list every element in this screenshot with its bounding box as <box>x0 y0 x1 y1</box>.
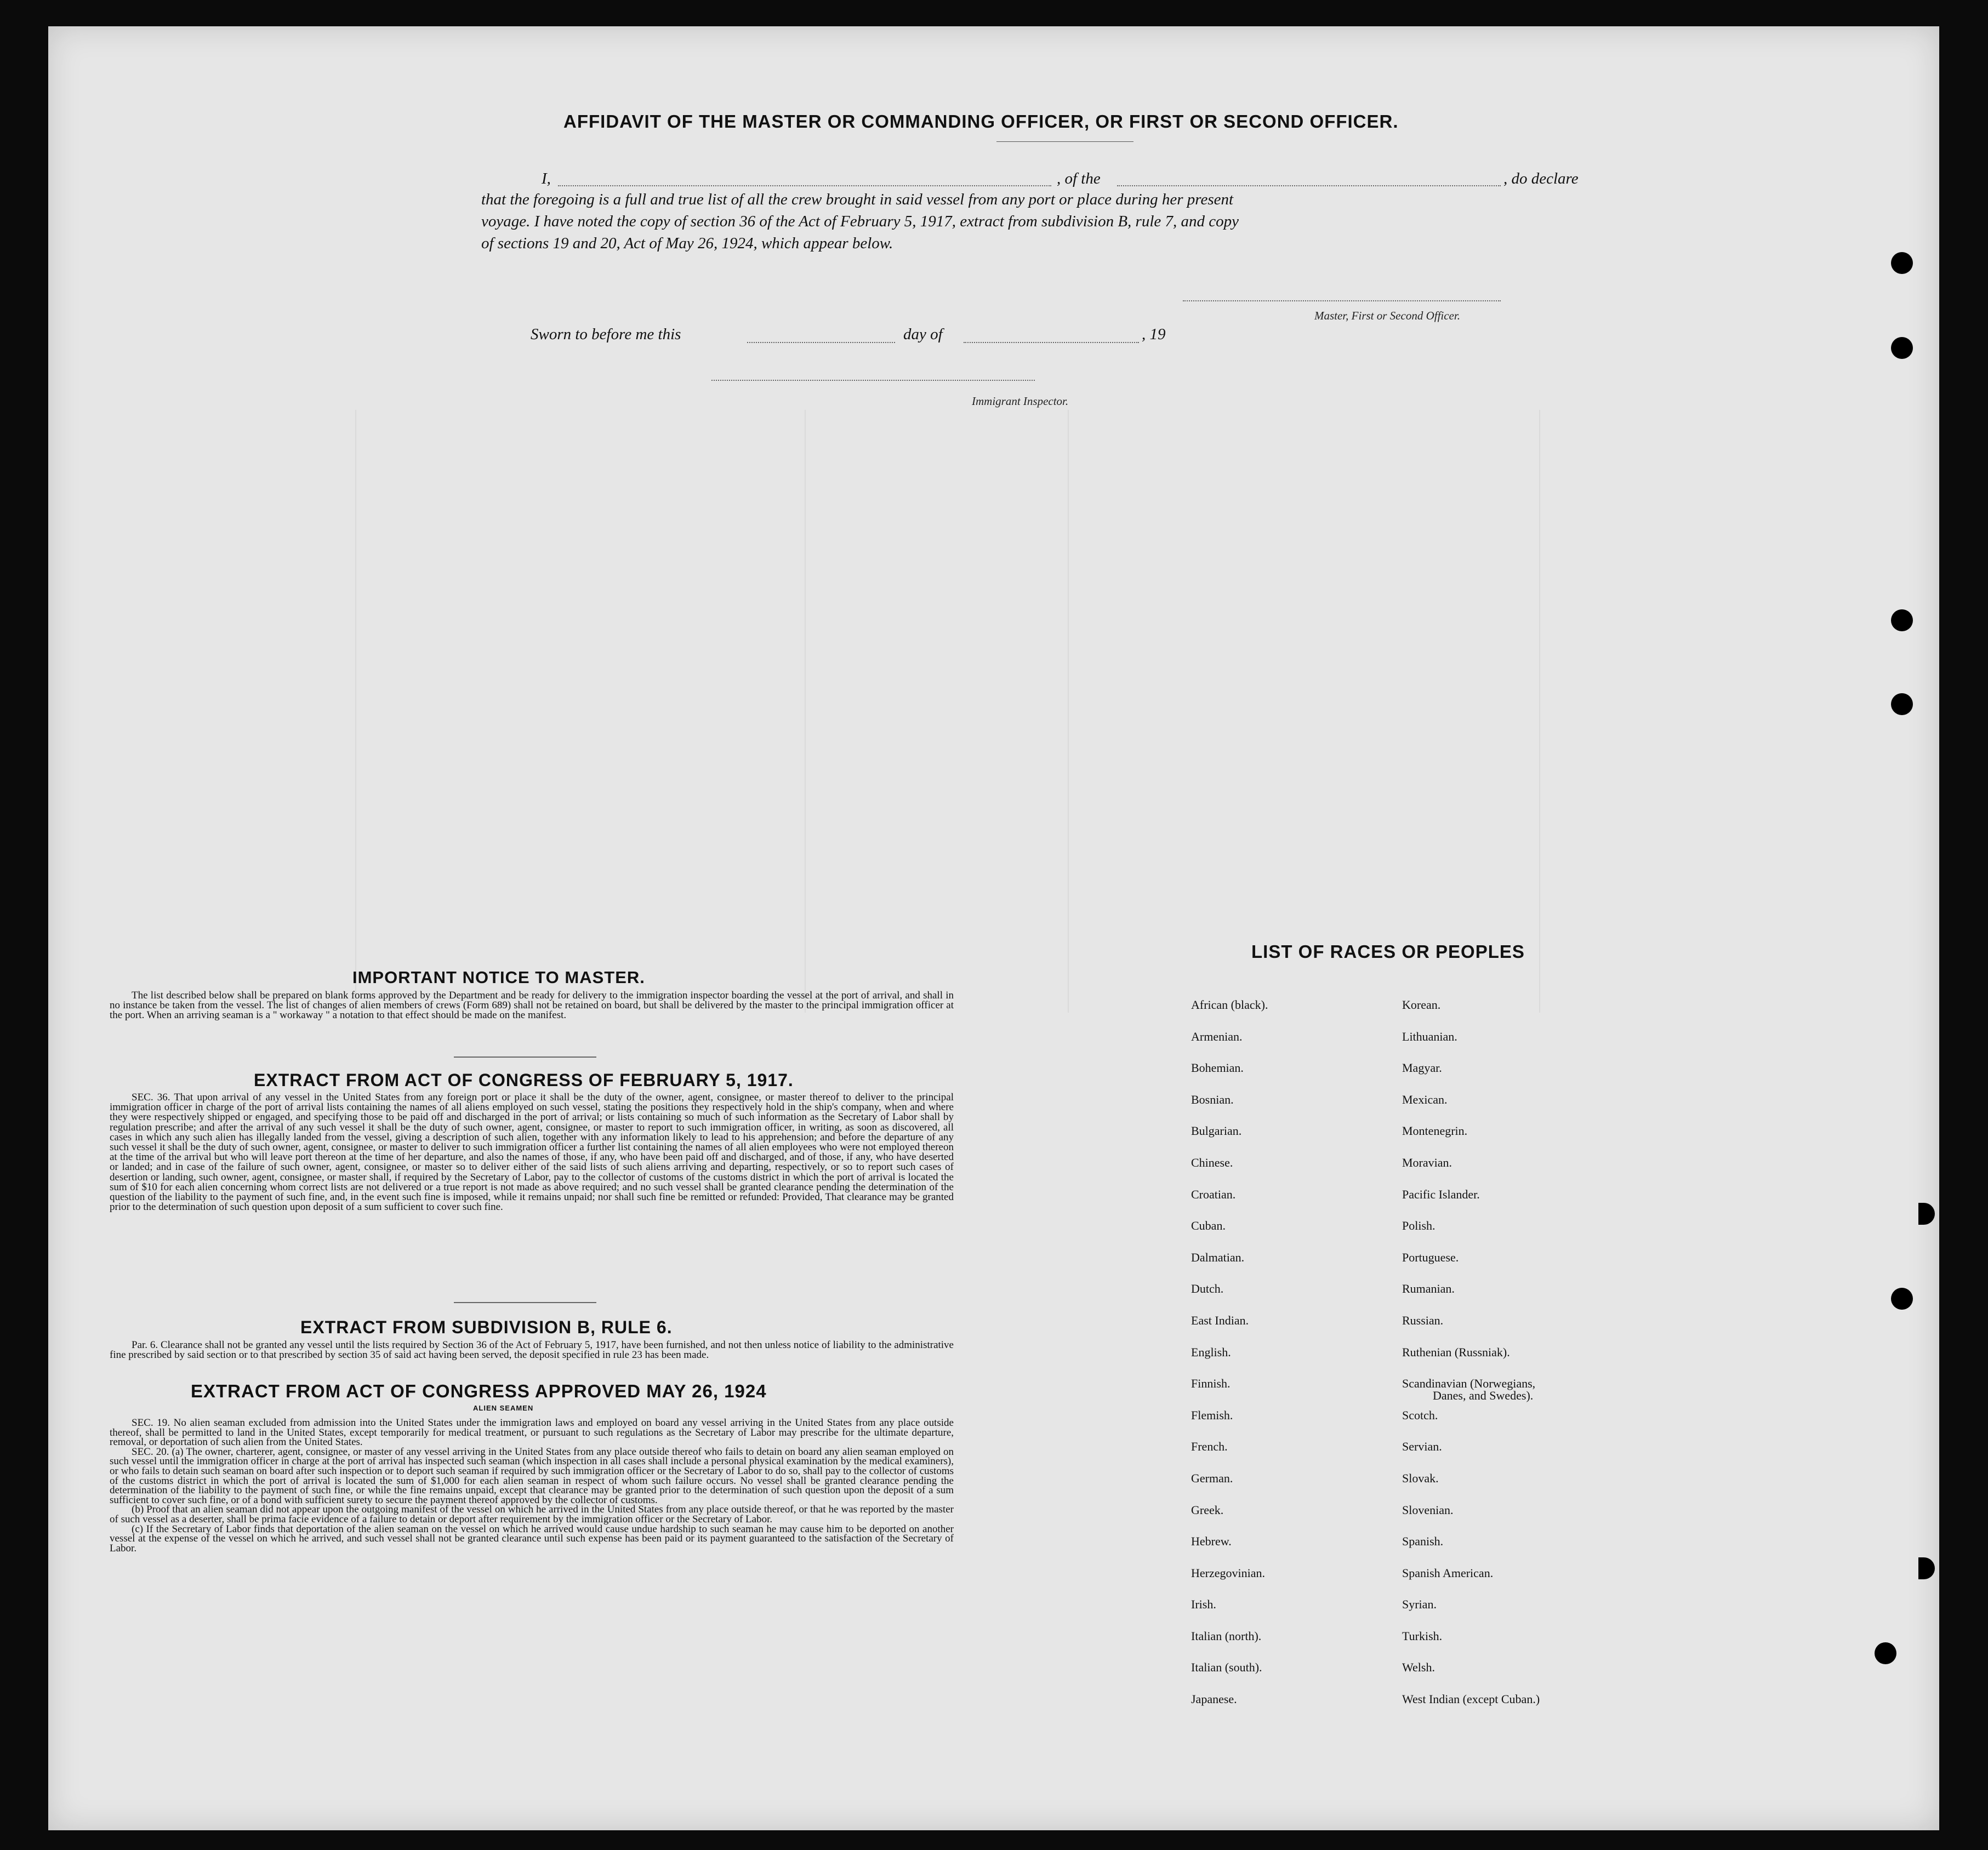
binder-hole <box>1891 609 1913 631</box>
race-item: Japanese. <box>1191 1692 1237 1706</box>
extract-1917-text <box>110 1093 954 1212</box>
day-of-label: day of <box>903 326 943 343</box>
rule6-text <box>110 1340 954 1360</box>
master-signature-field[interactable] <box>1183 300 1501 301</box>
affidavit-do-declare-label: , do declare <box>1503 170 1579 187</box>
race-item: Bohemian. <box>1191 1061 1244 1075</box>
race-item: Scotch. <box>1402 1408 1438 1422</box>
binder-hole <box>1891 252 1913 274</box>
race-item: Bosnian. <box>1191 1092 1234 1106</box>
affidavit-title: AFFIDAVIT OF THE MASTER OR COMMANDING OFFICER, OR FIRST OR SECOND OFFICER. <box>563 111 1399 132</box>
declaration-line-2: voyage. I have noted the copy of section 36 of the Act of February 5, 1917, extract from subdivision B, rule 7, and copy <box>481 213 1239 230</box>
sec-20b-paragraph: (b) Proof that an alien seaman did not appear upon the outgoing manifest of the vessel on which he arrived in the United States from any place outside thereof, or that he was reported by the master of such vessel as a deserter, shall be prima facie evidence of a failure to detain or deport after requirement by the immigration officer or the Secretary of Labor. <box>110 1504 954 1525</box>
notice-paragraph: The list described below shall be prepared on blank forms approved by the Department and be ready for delivery to the immigration inspector boarding the vessel at the port of arrival, and shall in no instance be taken from the vessel. The list of changes of alien members of crews (Form 689) shall not be retained on board, but shall be delivered by the master to the principal immigration officer at the port. When an arriving seaman is a " workaway " a notation to that effect should be made on the manifest. <box>110 990 954 1021</box>
race-item: East Indian. <box>1191 1313 1249 1327</box>
declaration-line-3: of sections 19 and 20, Act of May 26, 1924, which appear below. <box>481 235 893 252</box>
vessel-field[interactable] <box>1117 185 1501 186</box>
year-label: , 19 <box>1142 326 1166 343</box>
race-item: Spanish American. <box>1402 1566 1494 1580</box>
sec-20a-paragraph: SEC. 20. (a) The owner, charterer, agent, consignee, or master of any vessel arriving in the United States from any place outside thereof who fails to detain on board any alien seaman employed on such vessel until the immigration officer in charge at the port of arrival has inspected such seaman (which inspection in all cases shall include a personal physical examination by the medical examiners), or who fails to detain such seaman on board after such inspection or to deport such seaman if required by such immigration officer or the Secretary of Labor to do so, shall pay to the collector of customs of the customs district in which the port of arrival is located the sum of $1,000 for each alien seaman in respect of whom such failure occurs. No vessel shall be granted clearance pending the determination of the liability to the payment of such fine, or while the fine remains unpaid, except that clearance may be granted prior to the determination of such question upon the deposit of a sum sufficient to cover such fine, or of a bond with sufficient surety to secure the payment thereof approved by the collector of customs. <box>110 1446 954 1506</box>
sworn-label: Sworn to before me this <box>531 326 681 343</box>
sworn-month-field[interactable] <box>964 342 1139 343</box>
bleed-column-line <box>355 410 356 1013</box>
race-item: French. <box>1191 1440 1228 1454</box>
race-item: English. <box>1191 1345 1231 1359</box>
race-item: Rumanian. <box>1402 1282 1455 1296</box>
alien-seamen-subheading: ALIEN SEAMEN <box>473 1404 534 1412</box>
sec-36-paragraph: SEC. 36. That upon arrival of any vessel in the United States from any foreign port or place it shall be the duty of the owner, agent, consignee, or master thereof to deliver to the principal immigration officer in charge of the port of arrival lists containing the names of all aliens employed on such vessel, stating the positions they respectively hold in the ship's company, when and where they were respectively shipped or engaged, and specifying those to be paid off and discharged in the port of arrival; or lists containing so much of such information as the Secretary of Labor shall by regulation prescribe; and after the arrival of any such vessel it shall be the duty of such owner, agent, consignee, or master to report to such immigration officer, in writing, as soon as discovered, all cases in which any such alien has illegally landed from the vessel, giving a description of such alien, together with any information likely to lead to his apprehension; and before the departure of any such vessel it shall be the duty of such owner, agent, consignee, or master to deliver to such immigration officer a further list containing the names of all alien employees who were not employed thereon at the time of the arrival but who will leave port thereon at the time of her departure, and also the names of those, if any, who have been paid off and discharged, and of those, if any, who have deserted or landed; and in case of the failure of such owner, agent, consignee, or master so to deliver either of the said lists of such aliens arriving and departing, respectively, or so to report such cases of desertion or landing, such owner, agent, consignee, or master shall, if required by the Secretary of Labor, pay to the collector of customs of the customs district in which the port of arrival is located the sum of $10 for each alien concerning whom correct lists are not delivered or a true report is not made as above required; and no such vessel shall be granted clearance pending the determination of the question of the liability to the payment of such fine, and, in the event such fine is imposed, while it remains unpaid; nor shall such fine be remitted or refunded: Provided, That clearance may be granted prior to the determination of such question upon deposit of a sum sufficient to cover such fine. <box>110 1092 954 1213</box>
race-item: Hebrew. <box>1191 1534 1232 1549</box>
race-item: Herzegovinian. <box>1191 1566 1265 1580</box>
bleed-column-line <box>805 410 806 1013</box>
extract-1917-heading: EXTRACT FROM ACT OF CONGRESS OF FEBRUARY 5, 1917. <box>254 1070 794 1090</box>
race-item: Croatian. <box>1191 1187 1236 1201</box>
race-item: Korean. <box>1402 998 1441 1012</box>
race-item: Montenegrin. <box>1402 1124 1468 1138</box>
race-item: Dalmatian. <box>1191 1250 1245 1264</box>
affidavit-i-label: I, <box>542 170 551 187</box>
race-item: German. <box>1191 1471 1233 1485</box>
extract-1924-text <box>110 1418 954 1553</box>
extract-1924-heading: EXTRACT FROM ACT OF CONGRESS APPROVED MAY 26, 1924 <box>191 1381 767 1401</box>
title-underline <box>996 141 1133 142</box>
notice-heading: IMPORTANT NOTICE TO MASTER. <box>352 968 645 987</box>
notice-divider <box>454 1057 596 1058</box>
race-item-continuation: Danes, and Swedes). <box>1433 1389 1534 1403</box>
race-item: Irish. <box>1191 1597 1216 1612</box>
race-item: Dutch. <box>1191 1282 1224 1296</box>
rule6-heading: EXTRACT FROM SUBDIVISION B, RULE 6. <box>300 1317 673 1337</box>
race-item: Russian. <box>1402 1313 1444 1327</box>
binder-hole <box>1875 1642 1896 1664</box>
race-item: Slovenian. <box>1402 1503 1454 1517</box>
race-item: Slovak. <box>1402 1471 1439 1485</box>
race-item: Lithuanian. <box>1402 1029 1457 1043</box>
races-left-column <box>1191 999 1268 1725</box>
race-item: African (black). <box>1191 998 1268 1012</box>
race-item: Magyar. <box>1402 1061 1442 1075</box>
sec-20c-paragraph: (c) If the Secretary of Labor finds that deportation of the alien seaman on the vessel on which he arrived would cause undue hardship to such seaman he may cause him to be deported on another vessel at the expense of the vessel on which he arrived, and such vessel shall not be granted clearance until such expense has been paid or its payment guaranteed to the satisfaction of the Secretary of Labor. <box>110 1523 954 1554</box>
par-6-paragraph: Par. 6. Clearance shall not be granted any vessel until the lists required by Section 36 of the Act of February 5, 1917, have been furnished, and not then unless notice of liability to the administrative fine prescribed by said section or to that prescribed by section 35 of said act having been served, the deposit specified in rule 23 has been made. <box>110 1339 954 1361</box>
form-page <box>48 26 1939 1830</box>
bleed-column-line <box>1068 410 1069 1013</box>
inspector-label: Immigrant Inspector. <box>972 395 1069 408</box>
sworn-day-field[interactable] <box>747 342 895 343</box>
race-item: Chinese. <box>1191 1155 1233 1169</box>
name-field[interactable] <box>558 185 1051 186</box>
race-item: Spanish. <box>1402 1534 1444 1549</box>
race-item: Portuguese. <box>1402 1250 1459 1264</box>
race-item: Italian (south). <box>1191 1660 1262 1675</box>
race-item: Turkish. <box>1402 1629 1443 1643</box>
race-item: Greek. <box>1191 1503 1224 1517</box>
race-item: Flemish. <box>1191 1408 1233 1422</box>
affidavit-of-the-label: , of the <box>1057 170 1101 187</box>
master-label: Master, First or Second Officer. <box>1314 309 1460 322</box>
race-item: Bulgarian. <box>1191 1124 1242 1138</box>
binder-hole <box>1891 1288 1913 1310</box>
race-item: Armenian. <box>1191 1029 1243 1043</box>
extract-1917-divider <box>454 1302 596 1303</box>
race-item: Pacific Islander. <box>1402 1187 1480 1201</box>
race-item: Cuban. <box>1191 1219 1226 1233</box>
race-item: Polish. <box>1402 1219 1436 1233</box>
declaration-line-1: that the foregoing is a full and true list of all the crew brought in said vessel from any port or place during her present <box>481 191 1234 208</box>
race-item: Servian. <box>1402 1440 1442 1454</box>
race-item: Finnish. <box>1191 1377 1231 1391</box>
race-item: Syrian. <box>1402 1597 1437 1612</box>
binder-hole <box>1891 337 1913 359</box>
race-item: Italian (north). <box>1191 1629 1262 1643</box>
races-heading: LIST OF RACES OR PEOPLES <box>1251 941 1525 962</box>
binder-hole <box>1891 693 1913 715</box>
race-item: Moravian. <box>1402 1155 1452 1169</box>
race-item: Mexican. <box>1402 1092 1448 1106</box>
sec-19-paragraph: SEC. 19. No alien seaman excluded from admission into the United States under the immigration laws and employed on board any vessel arriving in the United States from any place outside thereof, shall be permitted to land in the United States, except temporarily for medical treatment, or pursuant to such regulations as the Secretary of Labor may prescribe for the ultimate departure, removal, or deportation of such alien from the United States. <box>110 1417 954 1448</box>
notice-text <box>110 991 954 1020</box>
race-item: West Indian (except Cuban.) <box>1402 1692 1540 1706</box>
bleed-column-line <box>1539 410 1540 1013</box>
race-item: Scandinavian (Norwegians, Danes, and Swedes). <box>1402 1378 1540 1409</box>
race-item: Ruthenian (Russniak). <box>1402 1345 1510 1359</box>
race-item: Welsh. <box>1402 1660 1435 1675</box>
races-right-column <box>1402 999 1540 1725</box>
inspector-signature-field[interactable] <box>711 380 1035 381</box>
